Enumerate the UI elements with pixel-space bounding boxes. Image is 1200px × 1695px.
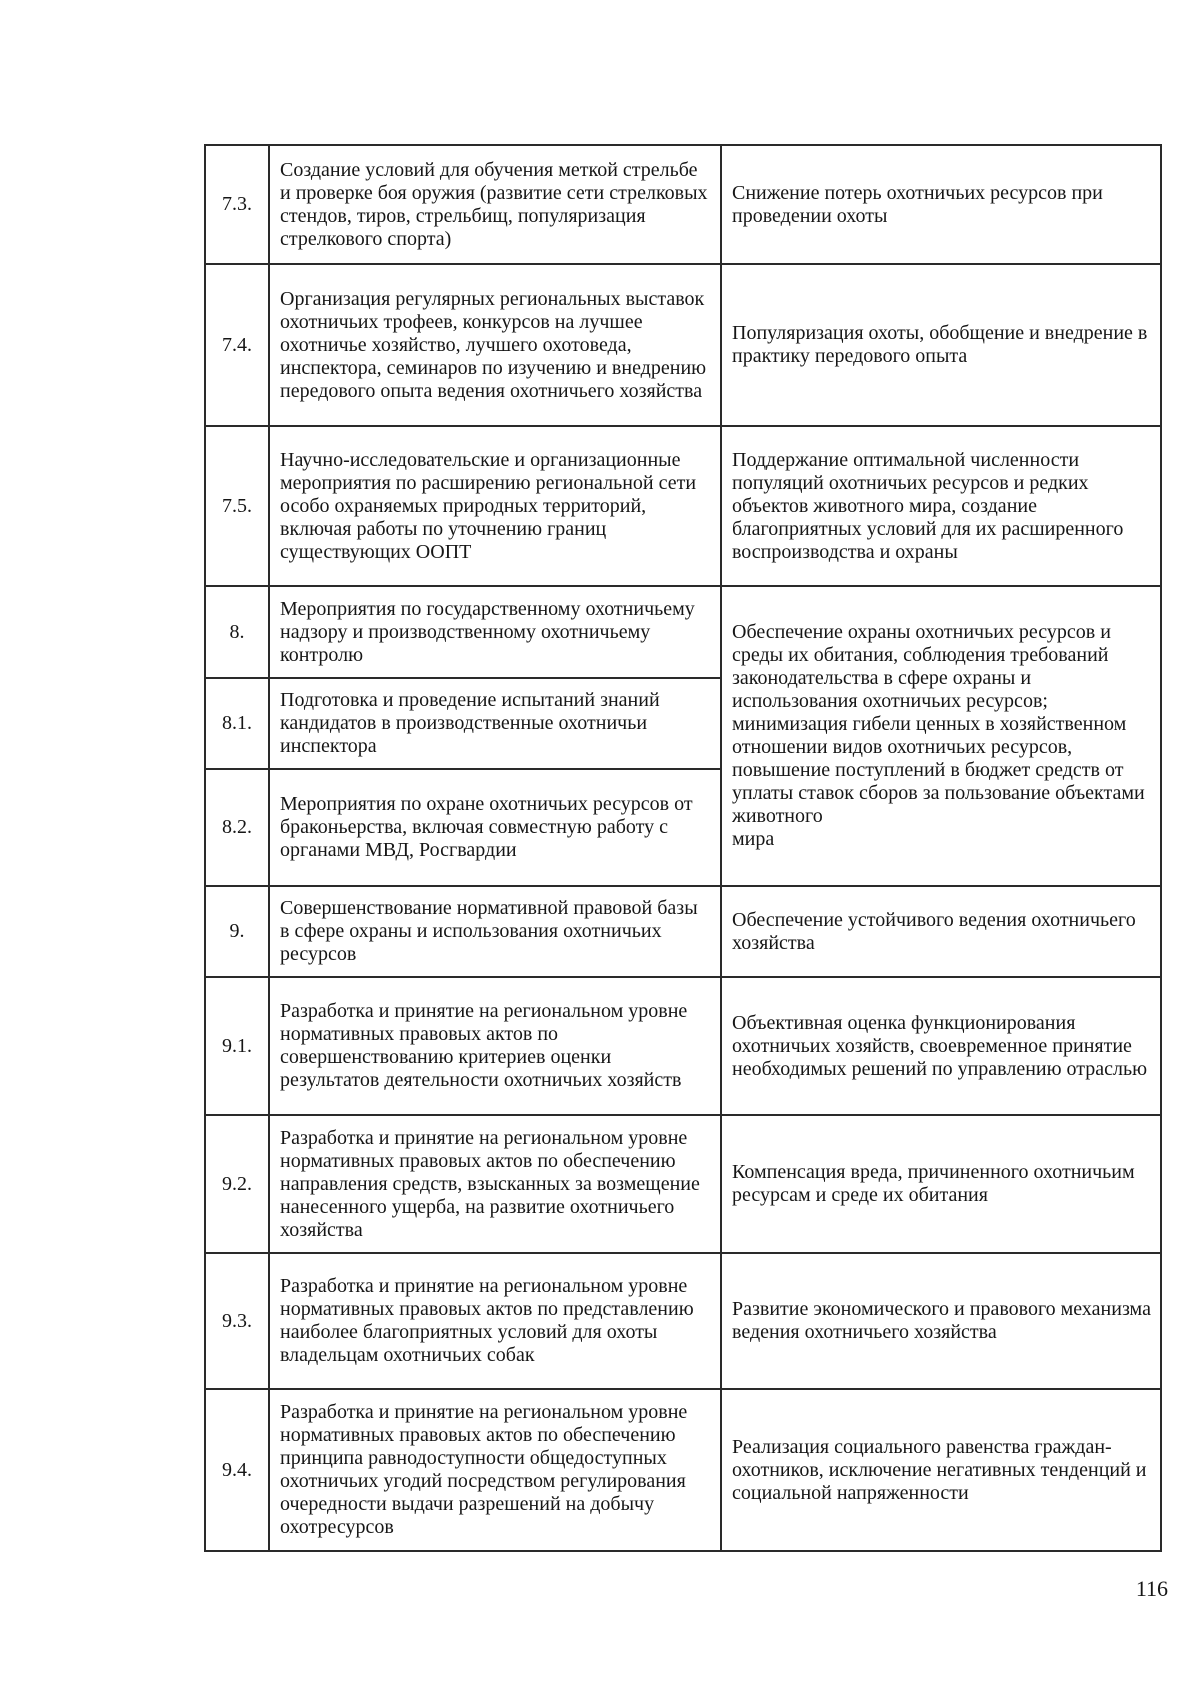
measure-cell: Создание условий для обучения меткой стрельбе и проверке боя оружия (развитие сети стрелковых стендов, тиров, стрельбищ, популяризация стрелкового спорта) bbox=[269, 145, 721, 264]
row-number: 7.5. bbox=[205, 426, 269, 586]
table-row bbox=[205, 977, 1161, 1115]
result-cell: Компенсация вреда, причиненного охотничьим ресурсам и среде их обитания bbox=[721, 1115, 1161, 1253]
table-row bbox=[205, 886, 1161, 977]
result-cell: Объективная оценка функционирования охотничьих хозяйств, своевременное принятие необходимых решений по управлению отраслью bbox=[721, 977, 1161, 1115]
table-row bbox=[205, 586, 1161, 678]
measure-cell: Подготовка и проведение испытаний знаний кандидатов в производственные охотничьи инспектора bbox=[269, 678, 721, 769]
measure-cell: Разработка и принятие на региональном уровне нормативных правовых актов по представлению наиболее благоприятных условий для охоты владельцам охотничьих собак bbox=[269, 1253, 721, 1389]
measure-cell: Разработка и принятие на региональном уровне нормативных правовых актов по совершенствованию критериев оценки результатов деятельности охотничьих хозяйств bbox=[269, 977, 721, 1115]
table-row bbox=[205, 1253, 1161, 1389]
measures-table bbox=[204, 144, 1162, 1552]
measure-cell: Мероприятия по государственному охотничьему надзору и производственному охотничьему контролю bbox=[269, 586, 721, 678]
row-number: 8. bbox=[205, 586, 269, 678]
result-cell: Реализация социального равенства граждан-охотников, исключение негативных тенденций и социальной напряженности bbox=[721, 1389, 1161, 1551]
row-number: 9.2. bbox=[205, 1115, 269, 1253]
result-cell: Обеспечение устойчивого ведения охотничьего хозяйства bbox=[721, 886, 1161, 977]
table-row bbox=[205, 1389, 1161, 1551]
table-row bbox=[205, 145, 1161, 264]
measure-cell: Организация регулярных региональных выставок охотничьих трофеев, конкурсов на лучшее охотничье хозяйство, лучшего охотоведа, инспектора, семинаров по изучению и внедрению передового опыта ведения охотничьего хозяйства bbox=[269, 264, 721, 426]
result-cell: Развитие экономического и правового механизма ведения охотничьего хозяйства bbox=[721, 1253, 1161, 1389]
measure-cell: Разработка и принятие на региональном уровне нормативных правовых актов по обеспечению направления средств, взысканных за возмещение нанесенного ущерба, на развитие охотничьего хозяйства bbox=[269, 1115, 721, 1253]
table-row bbox=[205, 264, 1161, 426]
measure-cell: Разработка и принятие на региональном уровне нормативных правовых актов по обеспечению принципа равнодоступности общедоступных охотничьих угодий посредством регулирования очередности выдачи разрешений на добычу охотресурсов bbox=[269, 1389, 721, 1551]
result-cell: Популяризация охоты, обобщение и внедрение в практику передового опыта bbox=[721, 264, 1161, 426]
table-row bbox=[205, 1115, 1161, 1253]
result-cell: Поддержание оптимальной численности популяций охотничьих ресурсов и редких объектов животного мира, создание благоприятных условий для их расширенного воспроизводства и охраны bbox=[721, 426, 1161, 586]
page-number: 116 bbox=[1135, 1576, 1168, 1601]
table-row bbox=[205, 426, 1161, 586]
row-number: 9. bbox=[205, 886, 269, 977]
row-number: 9.4. bbox=[205, 1389, 269, 1551]
measure-cell: Научно-исследовательские и организационные мероприятия по расширению региональной сети особо охраняемых природных территорий, включая работы по уточнению границ существующих ООПТ bbox=[269, 426, 721, 586]
row-number: 9.3. bbox=[205, 1253, 269, 1389]
row-number: 7.4. bbox=[205, 264, 269, 426]
measure-cell: Мероприятия по охране охотничьих ресурсов от браконьерства, включая совместную работу с органами МВД, Росгвардии bbox=[269, 769, 721, 886]
result-cell: Снижение потерь охотничьих ресурсов при проведении охоты bbox=[721, 145, 1161, 264]
row-number: 7.3. bbox=[205, 145, 269, 264]
row-number: 8.1. bbox=[205, 678, 269, 769]
result-cell: Обеспечение охраны охотничьих ресурсов и среды их обитания, соблюдения требований законодательства в сфере охраны и использования охотничьих ресурсов; минимизация гибели ценных в хозяйственном отношении видов охотничьих ресурсов, повышение поступлений в бюджет средств от уплаты ставок сборов за пользование объектами животного мира bbox=[721, 586, 1161, 886]
row-number: 9.1. bbox=[205, 977, 269, 1115]
measure-cell: Совершенствование нормативной правовой базы в сфере охраны и использования охотничьих ресурсов bbox=[269, 886, 721, 977]
row-number: 8.2. bbox=[205, 769, 269, 886]
